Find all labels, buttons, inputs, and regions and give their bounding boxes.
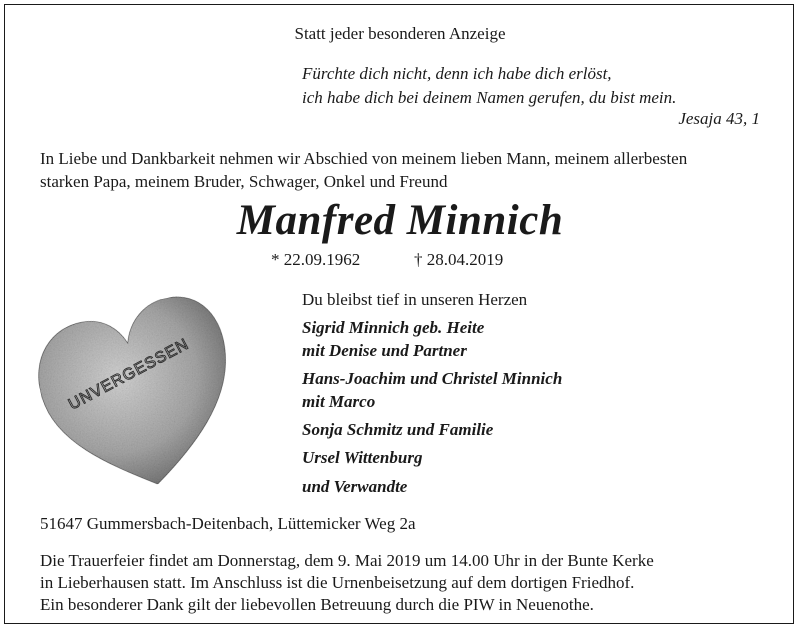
mourner-line: Ursel Wittenburg <box>302 448 423 467</box>
intro-line-2: starken Papa, meinem Bruder, Schwager, Onkel und Freund <box>40 172 448 191</box>
mourners-motto: Du bleibst tief in unseren Herzen <box>302 290 528 309</box>
mourner-line: mit Marco <box>302 392 376 411</box>
funeral-info-line-3: Ein besonderer Dank gilt der liebevollen Betreuung durch die PIW in Neuenothe. <box>40 595 594 614</box>
mourner-line: mit Denise und Partner <box>302 341 467 360</box>
birth-date: * 22.09.1962 <box>271 250 361 269</box>
mourner-line: Sigrid Minnich geb. Heite <box>302 318 485 337</box>
deceased-name: Manfred Minnich <box>236 197 564 244</box>
mourner-line: und Verwandte <box>302 477 408 496</box>
bible-verse-line-2: ich habe dich bei deinem Namen gerufen, du bist mein. <box>302 88 677 107</box>
heart-inscription: UNVERGESSEN <box>65 335 192 414</box>
funeral-info-line-1: Die Trauerfeier findet am Donnerstag, dem 9. Mai 2019 um 14.00 Uhr in der Bunte Kerke <box>40 551 654 570</box>
bible-verse-line-1: Fürchte dich nicht, denn ich habe dich erlöst, <box>302 64 612 83</box>
mourner-line: Hans-Joachim und Christel Minnich <box>302 369 563 388</box>
bible-verse-reference: Jesaja 43, 1 <box>678 109 760 128</box>
death-date: † 28.04.2019 <box>414 250 504 269</box>
mourning-address: 51647 Gummersbach-Deitenbach, Lüttemicker Weg 2a <box>40 514 416 533</box>
stone-heart-icon <box>34 296 244 496</box>
notice-header: Statt jeder besonderen Anzeige <box>294 24 506 43</box>
funeral-info-line-2: in Lieberhausen statt. Im Anschluss ist die Urnenbeisetzung auf dem dortigen Friedhof. <box>40 573 635 592</box>
intro-line-1: In Liebe und Dankbarkeit nehmen wir Abschied von meinem lieben Mann, meinem allerbesten <box>40 149 688 168</box>
mourner-line: Sonja Schmitz und Familie <box>302 420 494 439</box>
